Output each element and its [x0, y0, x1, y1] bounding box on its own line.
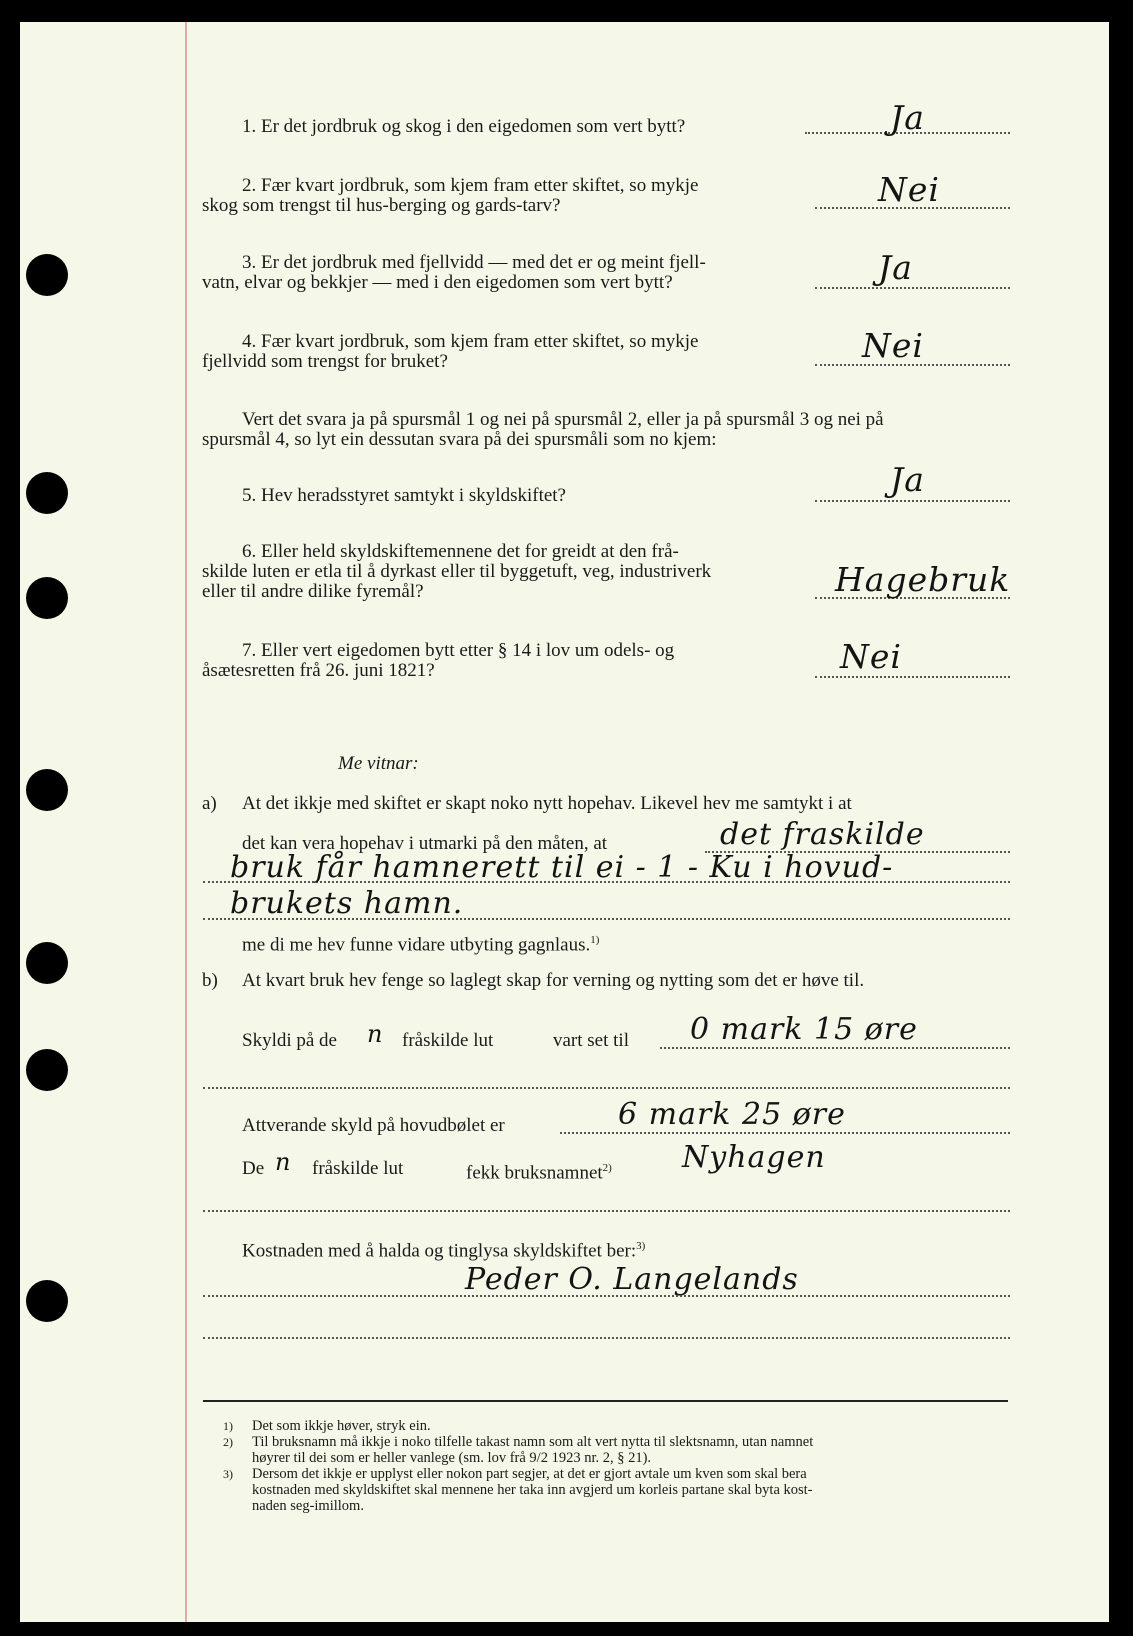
punch-hole — [26, 577, 68, 619]
question-4-text: 4. Fær kvart jordbruk, som kjem fram etter skiftet, so mykje — [242, 331, 699, 352]
question-7-answer: Nei — [840, 637, 902, 676]
kostnad-value: Peder O. Langelands — [465, 1262, 799, 1297]
item-b-text: At kvart bruk hev fenge so laglegt skap for verning og nytting som det er høve til. — [242, 970, 865, 991]
question-7-text: 7. Eller vert eigedomen bytt etter § 14 i lov um odels- og — [242, 640, 675, 661]
punch-hole — [26, 472, 68, 514]
item-a-handwriting-3: brukets hamn. — [230, 886, 464, 921]
attverande-value: 6 mark 25 øre — [618, 1097, 846, 1132]
attverande-label: Attverande skyld på hovudbølet er — [242, 1115, 505, 1136]
skyld-label-3: vart set til — [553, 1030, 629, 1051]
answer-line — [815, 500, 1010, 502]
skyld-handwritten-suffix: n — [367, 1020, 384, 1048]
bruksnamn-label: De — [242, 1158, 265, 1179]
fill-line — [203, 1087, 1010, 1089]
question-1-answer: Ja — [890, 98, 925, 137]
question-2-text: 2. Fær kvart jordbruk, som kjem fram etter skiftet, so mykje — [242, 175, 699, 196]
conditional-text-cont: spursmål 4, so lyt ein dessutan svara på dei spursmåli som no kjem: — [202, 429, 717, 450]
item-b-label: b) — [202, 970, 218, 991]
fill-line — [203, 1210, 1010, 1212]
skyld-value: 0 mark 15 øre — [690, 1012, 918, 1047]
conditional-text: Vert det svara ja på spursmål 1 og nei på spursmål 2, eller ja på spursmål 3 og nei på — [242, 409, 884, 430]
question-2-answer: Nei — [878, 170, 940, 209]
question-6-text-cont: skilde luten er etla til å dyrkast eller til byggetuft, veg, industriverk — [202, 561, 712, 582]
document-page — [20, 22, 1109, 1622]
skyld-label-2: fråskilde lut — [402, 1030, 494, 1051]
fill-line — [203, 1295, 1010, 1297]
punch-hole — [26, 942, 68, 984]
item-a-text-end: me di me hev funne vidare utbyting gagnlaus.$^{1)}$ — [242, 934, 600, 956]
answer-line — [815, 287, 1010, 289]
footnote-rule — [203, 1400, 1008, 1402]
punch-hole — [26, 769, 68, 811]
question-2-text-cont: skog som trengst til hus-berging og gards-tarv? — [202, 195, 561, 216]
witness-heading: Me vitnar: — [338, 753, 419, 774]
punch-hole — [26, 1280, 68, 1322]
item-a-text-cont: det kan vera hopehav i utmarki på den måten, at — [242, 833, 608, 854]
footnote-1-text: Det som ikkje høver, stryk ein. — [252, 1418, 431, 1434]
question-6-text: 6. Eller held skyldskiftemennene det for greidt at den frå- — [242, 541, 679, 562]
question-6-text-cont2: eller til andre dilike fyremål? — [202, 581, 424, 602]
footnote-2-text: Til bruksnamn må ikkje i noko tilfelle takast namn som alt vert nytta til slektsnamn, utan namnet — [252, 1434, 814, 1450]
question-4-text-cont: fjellvidd som trengst for bruket? — [202, 351, 448, 372]
question-3-text-cont: vatn, elvar og bekkjer — med i den eigedomen som vert bytt? — [202, 272, 673, 293]
footnote-3-text: Dersom det ikkje er upplyst eller nokon part segjer, at det er gjort avtale um kven som skal bera — [252, 1466, 807, 1482]
bruksnamn-label-2: fråskilde lut — [312, 1158, 404, 1179]
question-5-text: 5. Hev heradsstyret samtykt i skyldskiftet? — [242, 485, 566, 506]
question-1-text: 1. Er det jordbruk og skog i den eigedomen som vert bytt? — [242, 116, 686, 137]
footnote-3-number: 3) — [223, 1467, 233, 1481]
footnote-3-text-cont: kostnaden med skyldskiftet skal mennene her taka inn avgjerd um korleis partane skal byta kost- — [252, 1482, 813, 1498]
answer-line — [815, 676, 1010, 678]
question-3-answer: Ja — [878, 248, 913, 287]
item-a-handwriting-2: bruk får hamnerett til ei - 1 - Ku i hovud- — [230, 850, 894, 885]
item-a-text: At det ikkje med skiftet er skapt noko nytt hopehav. Likevel hev me samtykt i at — [242, 793, 852, 814]
kostnad-label: Kostnaden med å halda og tinglysa skyldskiftet ber:$^{3)}$ — [242, 1240, 646, 1262]
punch-hole — [26, 254, 68, 296]
footnote-2-number: 2) — [223, 1435, 233, 1449]
question-4-answer: Nei — [862, 326, 924, 365]
item-a-handwriting-1: det fraskilde — [720, 817, 925, 852]
question-5-answer: Ja — [890, 460, 925, 499]
bruksnamn-handwritten-suffix: n — [275, 1148, 292, 1176]
margin-rule — [185, 22, 187, 1622]
question-3-text: 3. Er det jordbruk med fjellvidd — med det er og meint fjell- — [242, 252, 706, 273]
item-a-label: a) — [202, 793, 217, 814]
bruksnamn-value: Nyhagen — [682, 1140, 826, 1175]
question-6-answer: Hagebruk — [835, 560, 1011, 599]
skyld-label: Skyldi på de — [242, 1030, 337, 1051]
footnote-3-text-cont2: naden seg-imillom. — [252, 1498, 364, 1514]
question-7-text-cont: åsætesretten frå 26. juni 1821? — [202, 660, 435, 681]
punch-hole — [26, 1049, 68, 1091]
footnote-2-text-cont: høyrer til dei som er heller vanlege (sm. lov frå 9/2 1923 nr. 2, § 21). — [252, 1450, 652, 1466]
bruksnamn-label-3: fekk bruksnamnet$^{2)}$ — [466, 1162, 612, 1184]
fill-line — [203, 1337, 1010, 1339]
footnote-1-number: 1) — [223, 1419, 233, 1433]
